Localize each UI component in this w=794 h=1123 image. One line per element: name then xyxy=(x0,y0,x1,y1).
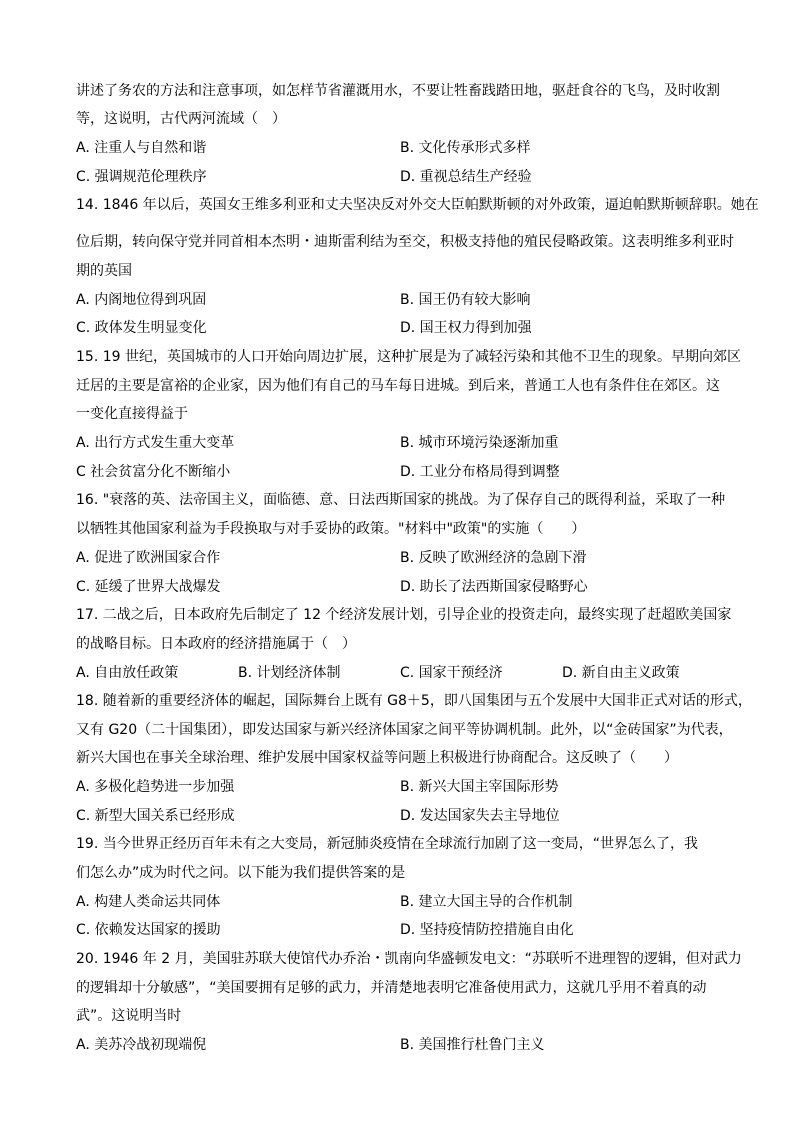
question-20-option-a[interactable]: A. 美苏冷战初现端倪 xyxy=(76,1037,207,1053)
question-19-option-a[interactable]: A. 构建人类命运共同体 xyxy=(76,894,221,910)
question-19-option-b[interactable]: B. 建立大国主导的合作机制 xyxy=(400,894,573,910)
question-18-option-c[interactable]: C. 新型大国关系已经形成 xyxy=(76,808,235,824)
question-18-line-3: 新兴大国也在事关全球治理、维护发展中国家权益等问题上积极进行协商配合。这反映了（ ） xyxy=(76,750,678,766)
question-13-option-c[interactable]: C. 强调规范伦理秩序 xyxy=(76,169,207,185)
question-15-option-c[interactable]: C 社会贫富分化不断缩小 xyxy=(76,464,231,480)
question-19-line-2: 们怎么办”成为时代之问。以下能为我们提供答案的是 xyxy=(76,865,406,881)
question-19-option-c[interactable]: C. 依赖发达国家的援助 xyxy=(76,922,221,938)
question-18-line-2: 又有 G20（二十国集团），即发达国家与新兴经济体国家之间平等协调机制。此外，以“金砖国家”为代表， xyxy=(76,722,733,738)
question-16-option-b[interactable]: B. 反映了欧洲经济的急剧下滑 xyxy=(400,550,587,566)
question-13-option-a[interactable]: A. 注重人与自然和谐 xyxy=(76,140,207,156)
question-13-line-2: 等，这说明，古代两河流域（ ） xyxy=(76,111,286,127)
question-13-option-b[interactable]: B. 文化传承形式多样 xyxy=(400,140,531,156)
question-15-option-a[interactable]: A. 出行方式发生重大变革 xyxy=(76,435,235,451)
question-16-option-d[interactable]: D. 助长了法西斯国家侵略野心 xyxy=(400,579,588,595)
question-13-option-d[interactable]: D. 重视总结生产经验 xyxy=(400,169,532,185)
question-17-option-a[interactable]: A. 自由放任政策 xyxy=(76,665,179,681)
question-14-option-c[interactable]: C. 政体发生明显变化 xyxy=(76,320,207,336)
question-17-option-d[interactable]: D. 新自由主义政策 xyxy=(562,665,680,681)
question-16-option-c[interactable]: C. 延缓了世界大战爆发 xyxy=(76,579,221,595)
question-13-line-1: 讲述了务农的方法和注意事项，如怎样节省灌溉用水，不要让牲畜践踏田地，驱赶食谷的飞鸟，及时收割 xyxy=(76,83,720,99)
question-20-line-3: 武”。这说明当时 xyxy=(76,1008,182,1024)
question-17-line-2: 的战略目标。日本政府的经济措施属于（ ） xyxy=(76,636,356,652)
question-20-line-2: 的逻辑却十分敏感”，“美国要拥有足够的武力，并清楚地表明它准备使用武力，这就几乎用不着真的动 xyxy=(76,980,707,996)
question-14-line-1: 14. 1846 年以后，英国女王维多利亚和丈夫坚决反对外交大臣帕默斯顿的对外政策，逼迫帕默斯顿辞职。她在 xyxy=(76,197,759,213)
question-17-option-c[interactable]: C. 国家干预经济 xyxy=(400,665,503,681)
question-17-option-b[interactable]: B. 计划经济体制 xyxy=(238,665,341,681)
question-14-line-3: 期的英国 xyxy=(76,263,132,279)
question-20-line-1: 20. 1946 年 2 月，美国驻苏联大使馆代办乔治・凯南向华盛顿发电文：“苏联听不进理智的逻辑，但对武力 xyxy=(76,951,742,967)
question-15-line-2: 迁居的主要是富裕的企业家，因为他们有自己的马车每日进城。到后来，普通工人也有条件住在郊区。这 xyxy=(76,378,720,394)
question-15-line-1: 15. 19 世纪，英国城市的人口开始向周边扩展，这种扩展是为了减轻污染和其他不卫生的现象。早期向郊区 xyxy=(76,349,741,365)
question-20-option-b[interactable]: B. 美国推行杜鲁门主义 xyxy=(400,1037,545,1053)
question-15-line-3: 一变化直接得益于 xyxy=(76,406,188,422)
question-18-option-a[interactable]: A. 多极化趋势进一步加强 xyxy=(76,779,235,795)
question-15-option-b[interactable]: B. 城市环境污染逐渐加重 xyxy=(400,435,559,451)
question-17-line-1: 17. 二战之后，日本政府先后制定了 12 个经济发展计划，引导企业的投资走向，最终实现了赶超欧美国家 xyxy=(76,607,732,623)
question-14-option-a[interactable]: A. 内阁地位得到巩固 xyxy=(76,292,207,308)
question-14-option-d[interactable]: D. 国王权力得到加强 xyxy=(400,320,532,336)
question-19-option-d[interactable]: D. 坚持疫情防控措施自由化 xyxy=(400,922,574,938)
question-18-line-1: 18. 随着新的重要经济体的崛起，国际舞台上既有 G8＋5，即八国集团与五个发展中大国非正式对话的形式， xyxy=(76,693,752,709)
question-16-option-a[interactable]: A. 促进了欧洲国家合作 xyxy=(76,550,221,566)
question-15-option-d[interactable]: D. 工业分布格局得到调整 xyxy=(400,464,560,480)
question-18-option-d[interactable]: D. 发达国家失去主导地位 xyxy=(400,808,560,824)
question-18-option-b[interactable]: B. 新兴大国主宰国际形势 xyxy=(400,779,559,795)
question-19-line-1: 19. 当今世界正经历百年未有之大变局，新冠肺炎疫情在全球流行加剧了这一变局，“世界怎么了，我 xyxy=(76,836,698,852)
question-16-line-2: 以牺牲其他国家利益为手段换取与对手妥协的政策。"材料中"政策"的实施（ ） xyxy=(76,521,586,537)
question-14-line-2: 位后期，转向保守党并同首相本杰明・迪斯雷利结为至交，积极支持他的殖民侵略政策。这表明维多利亚时 xyxy=(76,234,734,250)
question-14-option-b[interactable]: B. 国王仍有较大影响 xyxy=(400,292,531,308)
question-16-line-1: 16. "衰落的英、法帝国主义，面临德、意、日法西斯国家的挑战。为了保存自己的既得利益，采取了一种 xyxy=(76,492,726,508)
